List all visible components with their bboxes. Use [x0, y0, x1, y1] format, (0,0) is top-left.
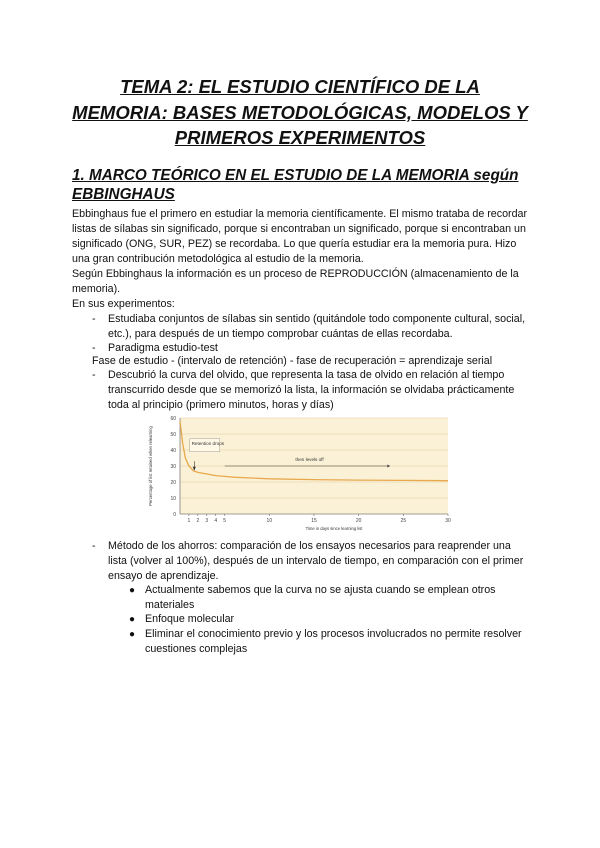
x-tick-label: 10	[266, 518, 273, 524]
x-tick-label: 20	[355, 518, 362, 524]
section-heading: 1. MARCO TEÓRICO EN EL ESTUDIO DE LA MEMORIA según EBBINGHAUS	[72, 167, 519, 203]
list-item: Estudiaba conjuntos de sílabas sin sentido (quitándole todo componente cultural, social, etc.), para después de un tiempo comprobar cuántas de ellas recordaba.	[108, 313, 526, 340]
bullet-dot: ●	[129, 614, 136, 625]
dash-marker: -	[92, 313, 96, 325]
x-tick-label: 15	[311, 518, 317, 524]
sub-list-item: Enfoque molecular	[145, 613, 235, 625]
sub-list-item: Actualmente sabemos que la curva no se ajusta cuando se emplean otros materiales	[145, 584, 496, 611]
dash-marker: -	[92, 369, 96, 381]
x-axis-label: Time in days since learning list	[305, 526, 363, 531]
x-tick-label: 4	[214, 518, 218, 524]
x-tick-label: 3	[205, 518, 209, 524]
list-item: Método de los ahorros: comparación de los ensayos necesarios para reaprender una lista (volver al 100%), después de un intervalo de tiempo, en comparación con el primer ensayo de aprendizaje.	[108, 540, 524, 582]
forgetting-curve-chart	[140, 412, 455, 540]
y-tick-label: 40	[170, 448, 176, 454]
paragraph-experiments: En sus experimentos:	[72, 298, 175, 310]
list-item: Descubrió la curva del olvido, que representa la tasa de olvido en relación al tiempo transcurrido desde que se memorizó la lista, la información se olvidaba prácticamente toda al principio (primero minutos, horas y días)	[108, 369, 515, 411]
paragraph-reproduction: Según Ebbinghaus la información es un proceso de REPRODUCCIÓN (almacenamiento de la memoria).	[72, 268, 519, 295]
x-tick-label: 5	[223, 518, 227, 524]
x-tick-label: 25	[400, 518, 407, 524]
sub-list-item: Eliminar el conocimiento previo y los procesos involucrados no permite resolver cuestiones complejas	[145, 628, 522, 655]
annotation-label: then levels off	[295, 457, 324, 463]
dash-marker: -	[92, 342, 96, 354]
phase-line: Fase de estudio - (intervalo de retención) - fase de recuperación = aprendizaje serial	[92, 355, 493, 367]
x-tick-label: 2	[196, 518, 200, 524]
annotation-label: Retention drops	[191, 440, 225, 446]
bullet-dot: ●	[129, 585, 136, 596]
y-tick-label: 50	[170, 432, 176, 438]
y-tick-label: 30	[170, 464, 176, 470]
x-tick-label: 30	[445, 518, 451, 524]
document-title: TEMA 2: EL ESTUDIO CIENTÍFICO DE LA MEMORIA: BASES METODOLÓGICAS, MODELOS Y PRIMEROS EXPERIMENTOS	[72, 76, 528, 148]
y-tick-label: 10	[170, 496, 176, 502]
bullet-dot: ●	[129, 629, 136, 640]
dash-marker: -	[92, 540, 96, 552]
list-item: Paradigma estudio-test	[108, 342, 218, 354]
y-tick-label: 60	[170, 416, 176, 422]
y-tick-label: 20	[170, 480, 176, 486]
x-tick-label: 1	[187, 518, 191, 524]
y-axis-label: Percentage of list retained when relearning	[148, 426, 153, 506]
paragraph-intro: Ebbinghaus fue el primero en estudiar la memoria científicamente. El mismo trataba de recordar listas de sílabas sin significado, porque si encontraban un significado, porque si encontraban un significado (ONG, SUR, PEZ) se recordaba. Lo que quería estudiar era la memoria pura. Hizo una gran contribución metodológica al estudio de la memoria.	[72, 208, 528, 265]
y-tick-label: 0	[173, 512, 176, 518]
